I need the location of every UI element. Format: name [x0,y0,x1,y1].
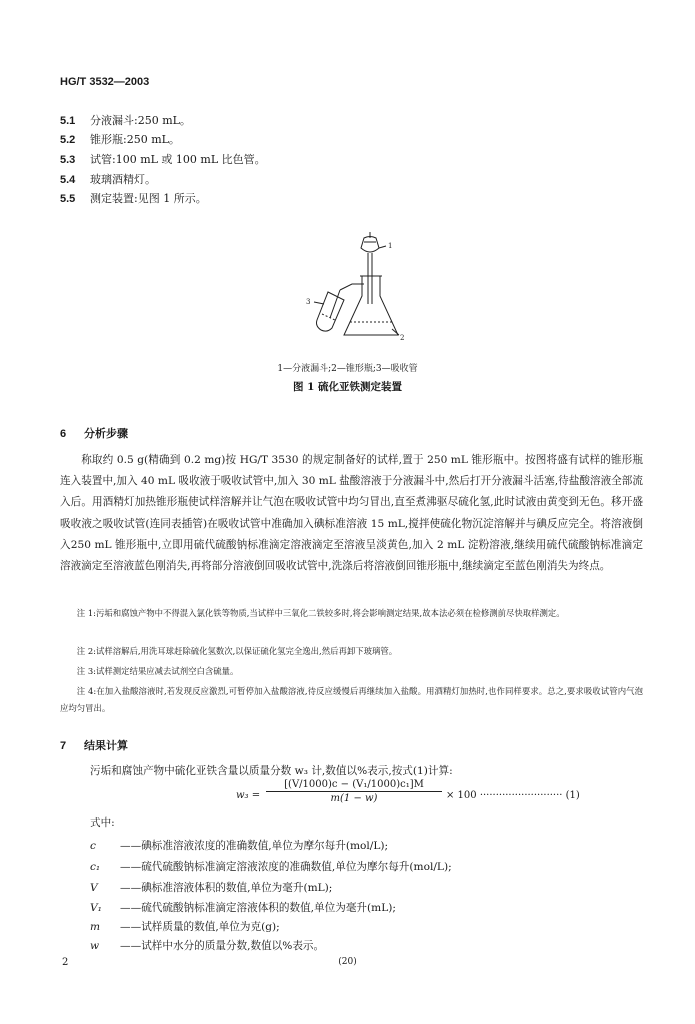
callout-label: 1 [388,242,393,250]
section-heading [60,425,128,441]
callout-label: 3 [306,298,311,306]
variable-definition [90,859,452,874]
callout-label: 2 [400,334,405,342]
apparatus-item [60,112,191,128]
item-number: 5.1 [60,115,76,127]
item-text: 锥形瓶:250 mL。 [90,133,180,146]
formula-tail: × 100 ·························· (1) [446,790,580,801]
apparatus-item [60,151,266,167]
conical-flask [344,276,398,335]
procedure-paragraph: 称取约 0.5 g(精确到 0.2 mg)按 HG/T 3530 的规定制备好的试样,置于 250 mL 锥形瓶中。按图将盛有试样的锥形瓶连入装置中,加入 40 mL 吸收液于吸收试管中,加入 30 mL 盐酸溶液于分液漏斗中,然后打开分液漏斗活塞,待盐酸溶液全部流入后。用酒精灯加热锥形瓶使试样溶解并让气泡在吸收试管中均匀冒出,直至煮沸驱尽硫化氢,此时试液由黄变到无色。移开盛吸收液之吸收试管(连同表插管)在吸收试管中准确加入碘标准溶液 15 mL,搅拌使硫化物沉淀溶解并与碘反应完全。将溶液倒入250 mL 锥形瓶中,立即用硫代硫酸钠标准滴定溶液滴定至溶液呈淡黄色,加入 2 mL 淀粉溶液,继续用硫代硫酸钠标准滴定溶液滴定至溶液蓝色刚消失,再将部分溶液倒回吸收试管中,洗涤后将溶液倒回锥形瓶中,继续滴定至蓝色刚消失为终点。 [60,454,643,573]
apparatus-item [60,190,207,206]
variable-definition [90,838,388,853]
formula-lhs: w₃ = [236,790,261,801]
formula-numerator: [(V/1000)c − (V₁/1000)c₁]M [266,779,442,792]
note: 注 1:污垢和腐蚀产物中不得混入氯化铁等物质,当试样中三氧化二铁较多时,将会影响测定结果,故本法必须在检修测前尽快取样测定。 [76,608,565,618]
item-number: 5.4 [60,174,76,186]
variable-definition [90,919,280,934]
item-number: 5.3 [60,154,76,166]
section-title: 分析步骤 [84,427,128,440]
figure-caption: 图 1 硫化亚铁测定装置 [292,381,403,393]
note: 注 2:试样溶解后,用洗耳球赶除硫化氢数次,以保证硫化氢完全逸出,然后再卸下玻璃管。 [76,646,398,656]
where-label: 式中: [90,817,115,829]
item-text: 分液漏斗:250 mL。 [90,114,191,127]
note: 注 3:试样测定结果应减去试剂空白含硫量。 [76,666,239,676]
variable-description: ——硫代硫酸钠标准滴定溶液体积的数值,单位为毫升(mL); [120,902,396,914]
item-text: 试管:100 mL 或 100 mL 比色管。 [90,153,266,166]
variable-symbol: V₁ [90,902,102,914]
variable-description: ——硫代硫酸钠标准滴定溶液浓度的准确数值,单位为摩尔每升(mol/L); [120,861,452,873]
absorption-tube [317,290,345,331]
variable-symbol: c [90,840,96,852]
item-number: 5.5 [60,193,76,205]
section-title: 结果计算 [84,739,128,752]
variable-symbol: w [90,940,100,952]
variable-description: ——试样中水分的质量分数,数值以%表示。 [120,940,325,952]
formula-intro: 污垢和腐蚀产物中硫化亚铁含量以质量分数 w₃ 计,数值以%表示,按式(1)计算: [90,765,453,777]
delivery-tube [340,284,364,290]
formula [236,779,656,813]
apparatus-figure [300,232,410,344]
section-heading [60,737,128,753]
variable-symbol: m [90,921,101,933]
formula-fraction [266,779,442,804]
section-number: 7 [60,740,67,752]
item-text: 测定装置:见图 1 所示。 [90,192,207,205]
variable-symbol: c₁ [90,861,101,873]
variable-definition [90,880,332,895]
formula-denominator: m(1 − w) [330,793,378,804]
folio: (20) [338,957,357,967]
figure-legend: 1—分液漏斗;2—锥形瓶;3—吸收管 [277,364,418,374]
note: 注 4:在加入盐酸溶液时,若发现反应激烈,可暂停加入盐酸溶液,待反应缓慢后再继续加入盐酸。用酒精灯加热时,也作同样要求。总之,要求吸收试管内气泡应均匀冒出。 [60,686,643,713]
variable-symbol: V [90,882,98,894]
apparatus-item [60,131,180,147]
section-number: 6 [60,428,67,440]
separatory-funnel [361,232,379,304]
variable-definition [90,938,324,953]
variable-definition [90,900,396,915]
page-number: 2 [62,957,69,968]
standard-code: HG/T 3532—2003 [60,76,150,88]
apparatus-item [60,171,156,187]
variable-description: ——碘标准溶液浓度的准确数值,单位为摩尔每升(mol/L); [120,840,389,852]
item-number: 5.2 [60,134,76,146]
variable-description: ——试样质量的数值,单位为克(g); [120,921,280,933]
item-text: 玻璃酒精灯。 [90,173,156,186]
variable-description: ——碘标准溶液体积的数值,单位为毫升(mL); [120,882,333,894]
